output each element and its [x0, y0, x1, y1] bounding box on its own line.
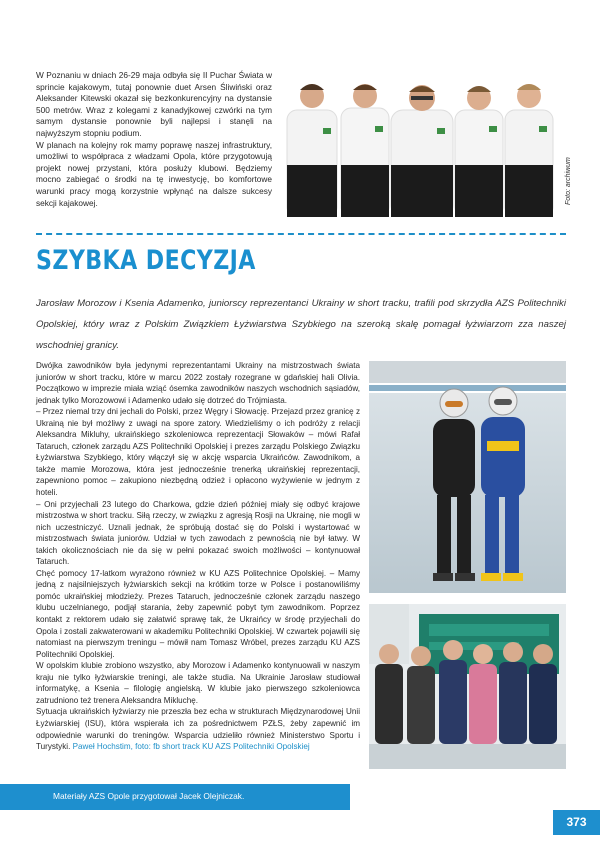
kayak-team-image	[283, 70, 557, 217]
footer-note: Materiały AZS Opole przygotował Jacek Olejniczak.	[53, 791, 245, 801]
body-paragraph	[36, 706, 360, 752]
top-article	[36, 70, 272, 209]
skaters-photo	[369, 361, 566, 593]
group-image	[369, 604, 566, 769]
body-paragraph: Chęć pomocy 17-latkom wyrażono również w KU AZS Politechnice Opolskiej. – Mamy jedną z najsilniejszych łyżwiarskich sekcji na krótkim torze w Polsce i postanowiliśmy pomóc ukraińskiej młodzieży. Prezes Tataruch, jednocześnie członek zarządu naszego klubu uczelnianego, podjął starania, żeby zapewnić pobyt tym zawodnikom. Poprzez kontakt z rektorem udało się załatwić sprawę tak, że Ukraińcy w środę przyjechali do Opola i zostali zakwaterowani w akademiku Politechniki Opolskiej. W czwartek pojawili się natomiast na pierwszym treningu – mówił nam Tomasz Wróbel, prezes zarządu KU AZS Politechniki Opolskiej.	[36, 568, 360, 659]
body-paragraph: – Oni przyjechali 23 lutego do Charkowa, gdzie dzień później miały się odbyć krajowe mistrzostwa w short tracku. Siłą rzeczy, w związku z agresją Rosji na Ukrainę, nie mogli w nich uczestniczyć. Uznali jednak, że spróbują dostać się do Polski i wystartować w mistrzostwach świata juniorów. Udział w tych zawodach z pewnością nie był łatwy. W takich okolicznościach nie da się w pełni pokazać swoich możliwości – kontynuował Tataruch.	[36, 499, 360, 567]
photo-caption: Foto: archiwum	[565, 157, 572, 205]
top-paragraph: W Poznaniu w dniach 26-29 maja odbyła się II Puchar Świata w sprincie kajakowym, tutaj ponownie duet Arsen Śliwiński oraz Aleksander Kitewski okazał się bezkonkurencyjny na dystansie 500 metrów. Wraz z kolegami z kanadyjkowej czwórki na tym samym dystansie ponownie byli najlepsi i stanęli na najwyższym stopniu podium.	[36, 70, 272, 138]
page-number: 373	[553, 810, 600, 835]
section-lead: Jarosław Morozow i Ksenia Adamenko, juniorscy reprezentanci Ukrainy w short tracku, trafili pod skrzydła AZS Politechniki Opolskiej, który wraz z Polskim Związkiem Łyżwiarstwa Szybkiego na szeroką skalę pomagał łyżwiarzom zza naszej wschodniej granicy.	[36, 298, 566, 351]
body-paragraph: Dwójka zawodników była jedynymi reprezentantami Ukrainy na mistrzostwach świata juniorów w short tracku, które w marcu 2022 zostały rozegrane w gdańskiej hali Olivia. Początkowo w imprezie miała wziąć ósemka zawodników naszych wschodnich sąsiadów, jednak tylko Morozowowi i Adamenko udało się dotrzeć do Trójmiasta.	[36, 361, 360, 405]
group-photo	[369, 604, 566, 769]
skaters-image	[369, 361, 566, 593]
body-paragraph: W opolskim klubie zrobiono wszystko, aby Morozow i Adamenko kontynuowali w naszym kraju nie tylko łyżwiarskie treningi, ale także studia. Na Ukrainie Jarosław studiował informatykę, a Ksenia – filologię angielską. W klubie jako pierwszego szkoleniowca zatrudniono też trenera Aleksandra Mikluchę.	[36, 661, 360, 705]
body-paragraph: – Przez niemal trzy dni jechali do Polski, przez Węgry i Słowację. Przejazd przez granicę z Ukrainą nie był możliwy z uwagi na spore zatory. Wiedzieliśmy o ich podróży z relacji Aleksandra Mikluhy, ukraińskiego szkoleniowca reprezentacji Słowaków – mówi Rafał Tataruch, członek zarządu AZS Politechniki Opolskiej i prezes zarządu Polskiego Związku Łyżwiarstwa Szybkiego, który włączył się w akcję wsparcia Ukraińców. Zawodnikom, a także mamie Morozowa, która jest jednocześnie trenerką ukraińskiej reprezentacji, zapewniono pomoc – zakupiono niezbędną odzież i opłacono wyżywienie w jednym z hoteli.	[36, 407, 360, 498]
article-body	[36, 360, 360, 753]
article-credit: Paweł Hochstim, foto: fb short track KU AZS Politechniki Opolskiej	[72, 742, 310, 752]
top-paragraph: W planach na kolejny rok mamy poprawę naszej infrastruktury, umożliwi to współpraca z władzami Opola, które przygotowują projekt nowej przystani, która posłuży klubowi. Będziemy mocno zabiegać o środki na tę inwestycję, bo komfortowe warunki pracy mogą korzystnie wpłynąć na dalsze sukcesy sekcji kajakowej.	[36, 139, 272, 208]
section-divider	[36, 233, 566, 235]
section-heading: SZYBKA DECYZJA	[36, 245, 256, 276]
last-paragraph-text: Sytuacja ukraińskich łyżwiarzy nie przeszła bez echa w strukturach Międzynarodowej Unii Łyżwiarskiej (ISU), która wspierała ich za pośrednictwem PZŁS, żeby zapewnić im odpowiednie warunki do treningów. Wsparcia udzieliło również Ministerstwo Sportu i Turystyki.	[36, 707, 360, 752]
kayak-team-photo	[283, 70, 557, 217]
